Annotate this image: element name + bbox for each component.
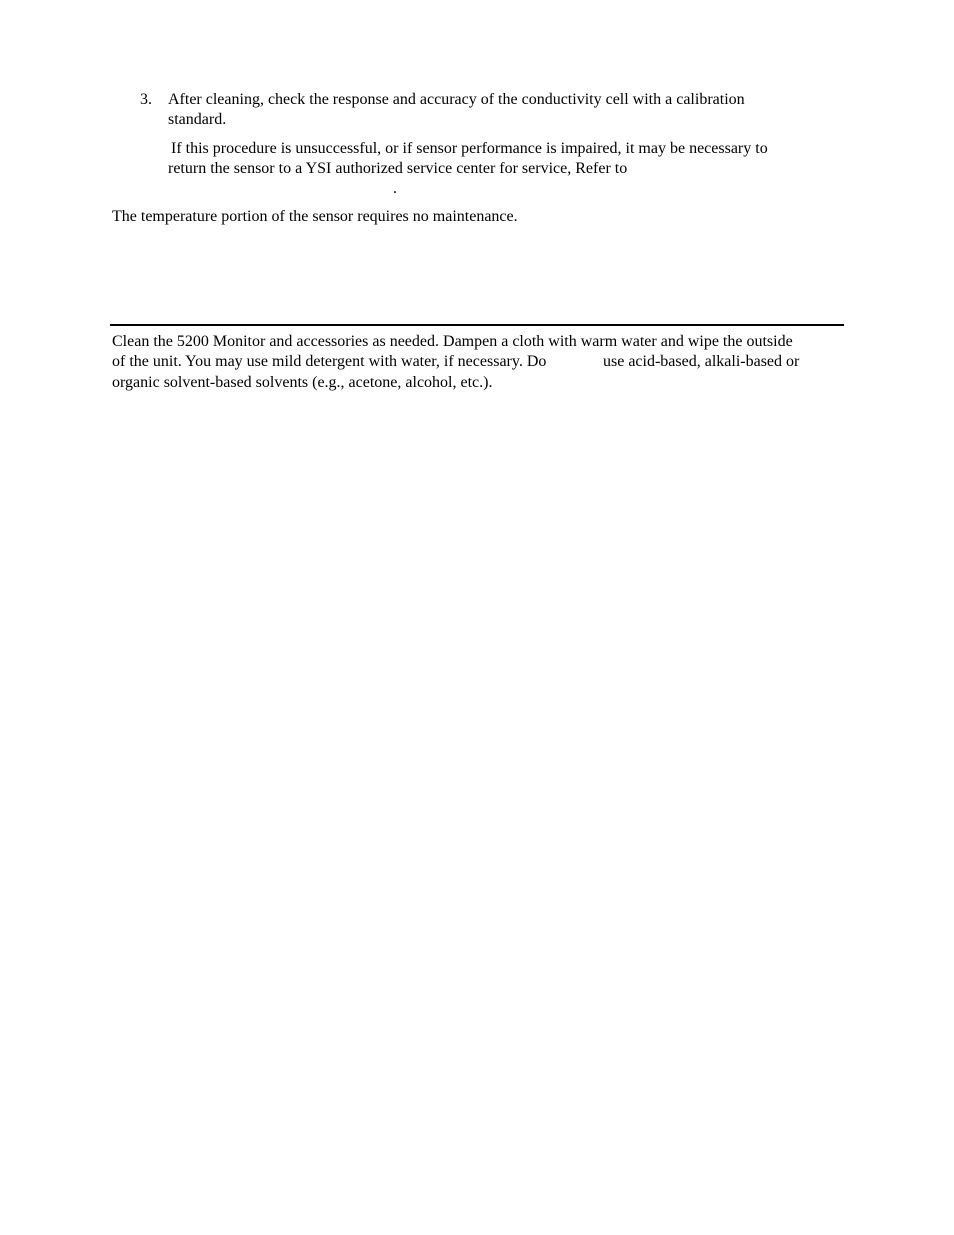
cleaning-paragraph-line: of the unit. You may use mild detergent with water, if necessary. Do [112,353,547,370]
temperature-maintenance-text: The temperature portion of the sensor requires no maintenance. [112,208,518,225]
list-item-number: 3. [140,91,152,108]
service-note-line: return the sensor to a YSI authorized service center for service, Refer to [168,160,628,177]
cleaning-paragraph-line: Clean the 5200 Monitor and accessories as needed. Dampen a cloth with warm water and wipe the outside [112,333,793,350]
section-divider [110,324,844,326]
list-item-text-line: standard. [168,111,227,128]
service-note-period: . [393,180,397,197]
cleaning-paragraph-line: organic solvent-based solvents (e.g., acetone, alcohol, etc.). [112,374,493,391]
list-item-text-line: After cleaning, check the response and accuracy of the conductivity cell with a calibration [168,91,745,108]
service-note-line: If this procedure is unsuccessful, or if sensor performance is impaired, it may be necessary to [171,140,768,157]
cleaning-paragraph-line: use acid-based, alkali-based or [603,353,800,370]
